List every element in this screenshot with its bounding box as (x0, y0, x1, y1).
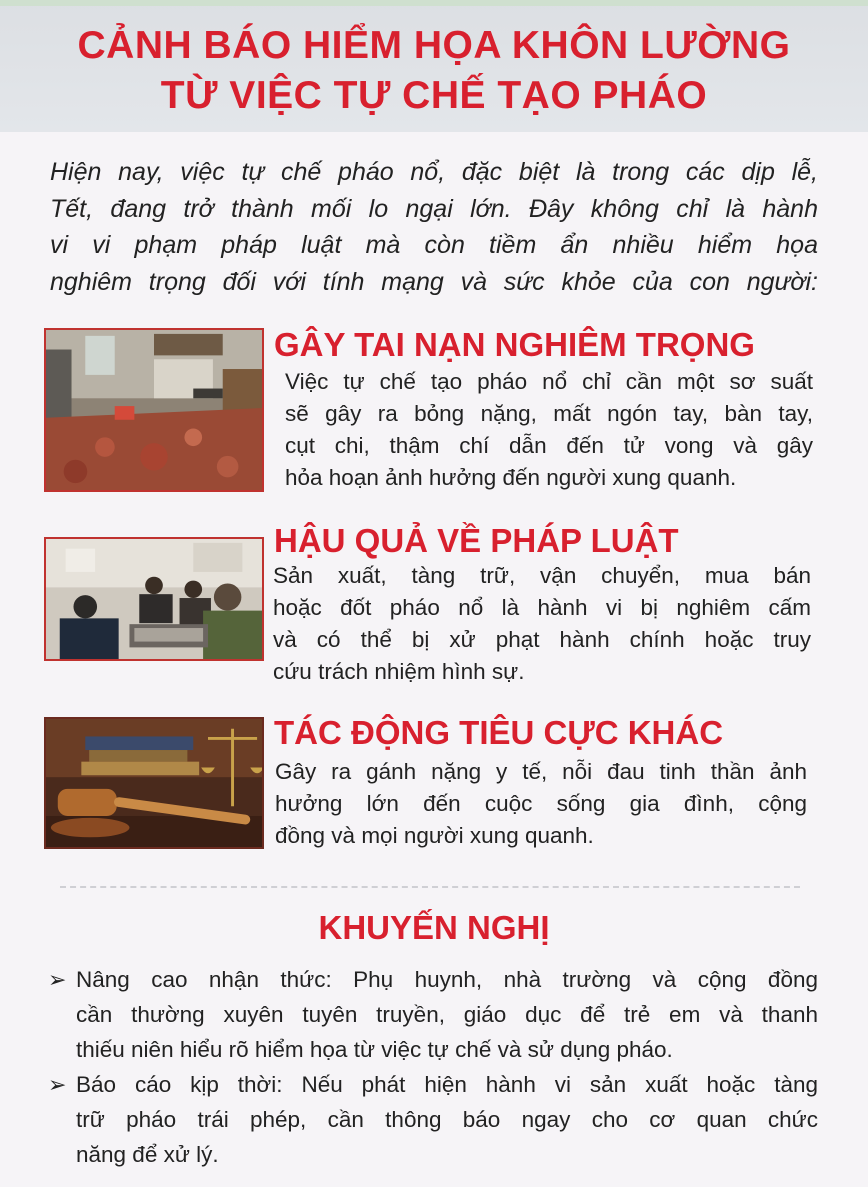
recommendation-line: năng để xử lý. (76, 1142, 219, 1167)
section-body-legal (273, 560, 811, 688)
list-item (48, 1067, 818, 1172)
section-line: cứu trách nhiệm hình sự. (273, 659, 525, 684)
recommendation-line: Báo cáo kịp thời: Nếu phát hiện hành vi sản xuất hoặc tàng (76, 1072, 818, 1097)
recommendation-line: thiếu niên hiểu rõ hiểm họa từ việc tự chế và sử dụng pháo. (76, 1037, 673, 1062)
section-line: hỏa hoạn ảnh hưởng đến người xung quanh. (285, 465, 737, 490)
arrow-bullet-icon: ➢ (48, 1072, 67, 1097)
recommendations-list (48, 962, 818, 1172)
header-banner (0, 0, 868, 132)
section-line: đồng và mọi người xung quanh. (275, 823, 594, 848)
list-item (48, 962, 818, 1067)
section-line: Gây ra gánh nặng y tế, nỗi đau tinh thần ảnh (275, 759, 807, 784)
page-title-line-2: TỪ VIỆC TỰ CHẾ TẠO PHÁO (160, 74, 708, 117)
recommendation-line: trữ pháo trái phép, cần thông báo ngay cho cơ quan chức (76, 1107, 818, 1132)
page-title-line-1: CẢNH BÁO HIỂM HỌA KHÔN LƯỜNG (77, 24, 791, 67)
section-line: và có thể bị xử phạt hành chính hoặc truy (273, 627, 811, 652)
section-line: hoặc đốt pháo nổ là hành vi bị nghiêm cấm (273, 595, 811, 620)
explosion-damaged-room-photo (44, 328, 264, 492)
section-line: sẽ gây ra bỏng nặng, mất ngón tay, bàn tay, (285, 401, 813, 426)
recommendations-title: KHUYẾN NGHỊ (318, 909, 550, 946)
intro-line: vi vi phạm pháp luật mà còn tiềm ẩn nhiều hiểm họa (50, 231, 818, 259)
section-line: Sản xuất, tàng trữ, vận chuyển, mua bán (273, 563, 811, 588)
section-title-legal: HẬU QUẢ VỀ PHÁP LUẬT (274, 522, 679, 559)
intro-line: nghiêm trọng đối với tính mạng và sức khỏe của con người: (50, 267, 818, 296)
recommendation-line: cần thường xuyên tuyên truyền, giáo dục để trẻ em và thanh (76, 1002, 818, 1027)
section-line: hưởng lớn đến cuộc sống gia đình, cộng (275, 791, 807, 816)
header-top-strip (0, 0, 868, 6)
section-body-accident (285, 366, 813, 494)
section-title-accident: GÂY TAI NẠN NGHIÊM TRỌNG (274, 326, 755, 363)
intro-paragraph (50, 154, 818, 300)
section-divider (60, 886, 800, 888)
gavel-and-scales-photo (44, 717, 264, 849)
section-body-negative-impact (275, 756, 807, 852)
section-line: cụt chi, thậm chí dẫn đến tử vong và gây (285, 433, 813, 458)
police-seizure-photo (44, 537, 264, 661)
section-title-negative-impact: TÁC ĐỘNG TIÊU CỰC KHÁC (274, 714, 724, 751)
arrow-bullet-icon: ➢ (48, 967, 67, 992)
section-line: Việc tự chế tạo pháo nổ chỉ cần một sơ suất (285, 369, 813, 394)
recommendation-line: Nâng cao nhận thức: Phụ huynh, nhà trường và cộng đồng (76, 967, 818, 992)
intro-line: Tết, đang trở thành mối lo ngại lớn. Đây không chỉ là hành (50, 194, 818, 223)
intro-line: Hiện nay, việc tự chế pháo nổ, đặc biệt là trong các dịp lễ, (50, 158, 818, 186)
